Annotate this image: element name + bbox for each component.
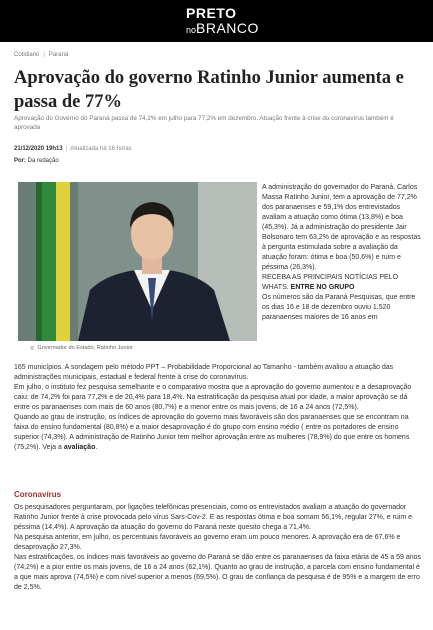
camera-icon: ◎: [30, 345, 35, 351]
paragraph-survey: Os números são da Paraná Pesquisas, que entre os dias 16 e 18 de dezembro ouviu 1.520 paranaenses maiores de 16 anos em: [262, 294, 416, 321]
top-header-bar: [0, 0, 433, 42]
breadcrumb-item-cotidiano[interactable]: Cotidiano: [14, 52, 40, 58]
breadcrumb-separator: |: [43, 52, 45, 58]
paragraph-july-comparison: Em julho, o instituto fez pesquisa semelhante e o comparativo mostra que a aprovação do governo aumentou e a desaprovação caiu: de 74,2% foi para 77,2% e de 20,4% para 18,4%. Na estratificação da pesquisa atual por idade, a maior aprovação se dá entre os paranaenses com mais de 60 anos (80,7%) e a menor entre os mais jovens, de 16 a 24 anos (72,5%).: [14, 384, 412, 411]
logo-word-branco-text: BRANCO: [196, 20, 259, 36]
article-body: [14, 363, 422, 453]
paragraph-municipalities: 165 municípios. A sondagem pelo método PPT – Probabilidade Proporcional ao Tamanho - também avaliou a atuação das administrações municipais, estadual e federal frente à crise do coronavírus.: [14, 364, 394, 381]
article-meta: [14, 146, 132, 152]
whatsapp-cta-text: RECEBA AS PRINCIPAIS NOTÍCIAS PELO WHATS.: [262, 274, 399, 291]
article-subtitle: Aprovação do Governo do Paraná passa de 74,2% em julho para 77,2% em dezembro. Atuação frente à crise do coronavírus também é aprovada: [14, 115, 394, 131]
logo-word-branco: [186, 21, 266, 37]
updated-time: Atualizada há 16 horas: [70, 146, 132, 152]
section-coronavirus-body: [14, 503, 422, 593]
paragraph-previous-survey: Na pesquisa anterior, em julho, os percentuais favoráveis ao governo eram um pouco menores. A aprovação era de 67,6% e desaprovação 27,3%.: [14, 534, 401, 551]
whatsapp-cta: [262, 273, 422, 293]
site-logo[interactable]: [186, 6, 266, 37]
article-photo: [18, 182, 257, 341]
byline: [14, 158, 59, 164]
article-title: Aprovação do governo Ratinho Junior aumenta e passa de 77%: [14, 68, 404, 112]
paragraph-education: Quando ao grau de instrução, os índices de aprovação do governo mais favoráveis são dos paranaenses que se encontram na faixa do ensino fundamental (80,8%) e a maior desaprovação é do grupo com ensino médio ( entre os portadores de ensino superior (74,3%). A administração de Ratinho Junior tem melhor aprovação entre as mulheres (78,9%) do que entre os homens (75,2%). Veja a avaliação.: [14, 414, 410, 451]
breadcrumb-item-parana[interactable]: Paraná: [48, 52, 69, 58]
photo-caption-text: Governador do Estado, Ratinho Junior: [37, 345, 133, 351]
paragraph-stratifications: Nas estratificações, os índices mais favoráveis ao governo do Paraná se dão entre os paranaenses da faixa etária de 45 a 59 anos (74,2%) e a pior entre os mais jovens, de 16 a 24 anos (62,1%). Quanto ao grau de instrução, a parcela com ensino fundamental é a que mais aprova (74,5%) e com nível superior a menos (69,5%). O grau de confiança da pesquisa é de 95% e a margem de erro de 2,5%.: [14, 554, 422, 591]
paragraph-education-text: Quando ao grau de instrução, os índices de aprovação do governo mais favoráveis são dos paranaenses que se encontram na faixa do ensino fundamental (80,8%) e a maior desaprovação é do grupo com ensino médio ( entre os portadores de ensino superior (74,3%). A administração de Ratinho Junior tem melhor aprovação entre as mulheres (78,9%) do que entre os homens (75,2%). Veja a: [14, 414, 410, 451]
logo-word-no: no: [186, 25, 197, 35]
paragraph-intro: A administração do governador do Paraná, Carlos Massa Ratinho Junior, tem a aprovação de 77,2% dos paranaenses e 59,1% dos entrevistados avaliam a atuação como ótima (13,8%) e boa (45,3%). Já a administração do presidente Jair Bolsonaro tem 63,2% de aprovação e as respostas à pergunta estimulada sobre a avaliação da atuação foram: ótima e boa (50,6%) e ruim e péssima (26,3%).: [262, 184, 421, 271]
evaluation-link[interactable]: avaliação: [63, 444, 96, 451]
byline-label: Por:: [14, 158, 26, 164]
article-body-side-column: [262, 183, 422, 323]
author-name: Da redação: [27, 158, 59, 164]
governor-portrait-illustration: [18, 182, 257, 341]
meta-separator: |: [65, 146, 68, 152]
section-title-coronavirus: Coronavírus: [14, 490, 62, 499]
breadcrumb: [14, 52, 68, 58]
publish-date: 21/12/2020 19h13: [14, 146, 63, 152]
photo-caption: [30, 345, 133, 351]
paragraph-covid-evaluation: Os pesquisadores perguntaram, por ligações telefônicas presenciais, como os entrevistados avaliam a atuação do governador Ratinho Junior frente à crise provocada pelo vírus Sars-Cov-2. E as respostas ótima e boa somam 56,1%, regular 27%, e ruim e péssima (14,4%). A aprovação da atuação do governo do Paraná neste quesito chega a 71,4%.: [14, 504, 413, 531]
join-group-link[interactable]: ENTRE NO GRUPO: [290, 284, 355, 291]
logo-word-preto: PRETO: [186, 5, 237, 21]
